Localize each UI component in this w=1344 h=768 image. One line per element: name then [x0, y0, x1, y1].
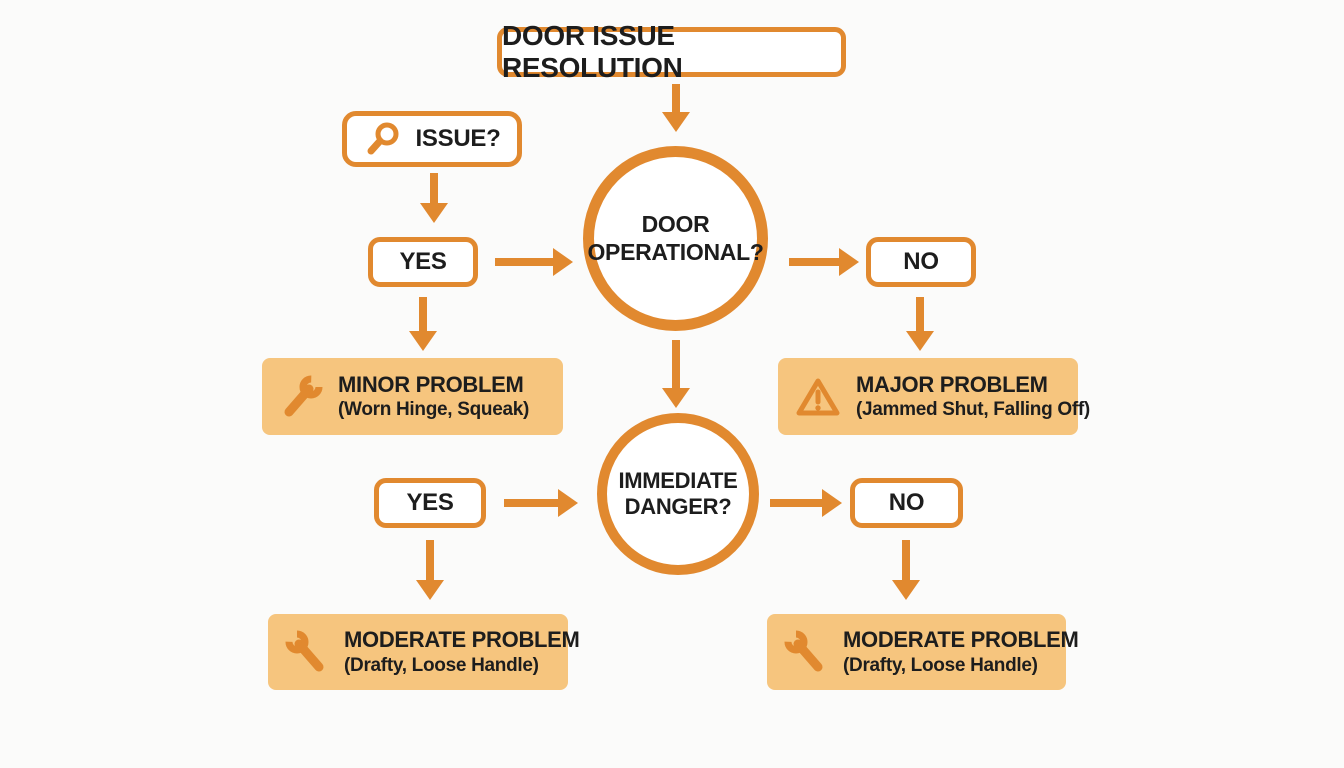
major-problem-subtitle: (Jammed Shut, Falling Off) [856, 399, 1090, 421]
node-immediate-danger [597, 413, 759, 575]
arrow-yes-to-danger-icon [504, 487, 578, 519]
arrow-yes-to-minor-icon [407, 297, 439, 351]
wrench-icon [278, 374, 324, 420]
no-label: NO [903, 248, 939, 275]
node-moderate-problem-left [268, 614, 580, 690]
arrow-operational-to-no-icon [789, 246, 859, 278]
magnifier-icon [364, 120, 402, 158]
arrow-yes-to-operational-icon [495, 246, 573, 278]
arrow-yes-to-moderate-icon [414, 540, 446, 600]
arrow-danger-to-no-icon [770, 487, 842, 519]
arrow-issue-to-yes-icon [418, 173, 450, 223]
major-problem-title: MAJOR PROBLEM [856, 371, 1048, 397]
arrow-title-to-operational-icon [660, 84, 692, 132]
node-yes-operational [368, 237, 478, 287]
wrench-icon [284, 629, 330, 675]
door-operational-line2: OPERATIONAL? [587, 238, 764, 265]
door-operational-line1: DOOR [641, 210, 710, 237]
node-no-danger [850, 478, 963, 528]
moderate-problem-title: MODERATE PROBLEM [843, 627, 1079, 653]
moderate-problem-title: MODERATE PROBLEM [344, 627, 580, 653]
arrow-operational-to-danger-icon [660, 340, 692, 408]
node-title [497, 20, 846, 83]
immediate-danger-line1: IMMEDIATE [618, 467, 738, 493]
arrow-no-to-major-icon [904, 297, 936, 351]
no-label: NO [888, 489, 925, 516]
node-major-problem [778, 358, 1090, 435]
arrow-no-to-moderate-icon [890, 540, 922, 600]
node-issue [342, 111, 522, 167]
moderate-problem-subtitle: (Drafty, Loose Handle) [843, 654, 1038, 676]
node-door-operational [583, 146, 768, 331]
moderate-problem-subtitle: (Drafty, Loose Handle) [344, 654, 539, 676]
node-moderate-problem-right [767, 614, 1079, 690]
issue-label: ISSUE? [415, 125, 501, 152]
yes-label: YES [406, 489, 454, 516]
immediate-danger-line2: DANGER? [624, 494, 732, 519]
node-yes-danger [374, 478, 486, 528]
warning-icon [794, 375, 842, 419]
minor-problem-subtitle: (Worn Hinge, Squeak) [338, 399, 530, 421]
yes-label: YES [399, 248, 447, 275]
flowchart-title: DOOR ISSUE RESOLUTION [502, 20, 683, 83]
node-minor-problem [262, 358, 563, 435]
node-no-operational [866, 237, 976, 287]
wrench-icon [783, 629, 829, 675]
minor-problem-title: MINOR PROBLEM [338, 371, 524, 397]
